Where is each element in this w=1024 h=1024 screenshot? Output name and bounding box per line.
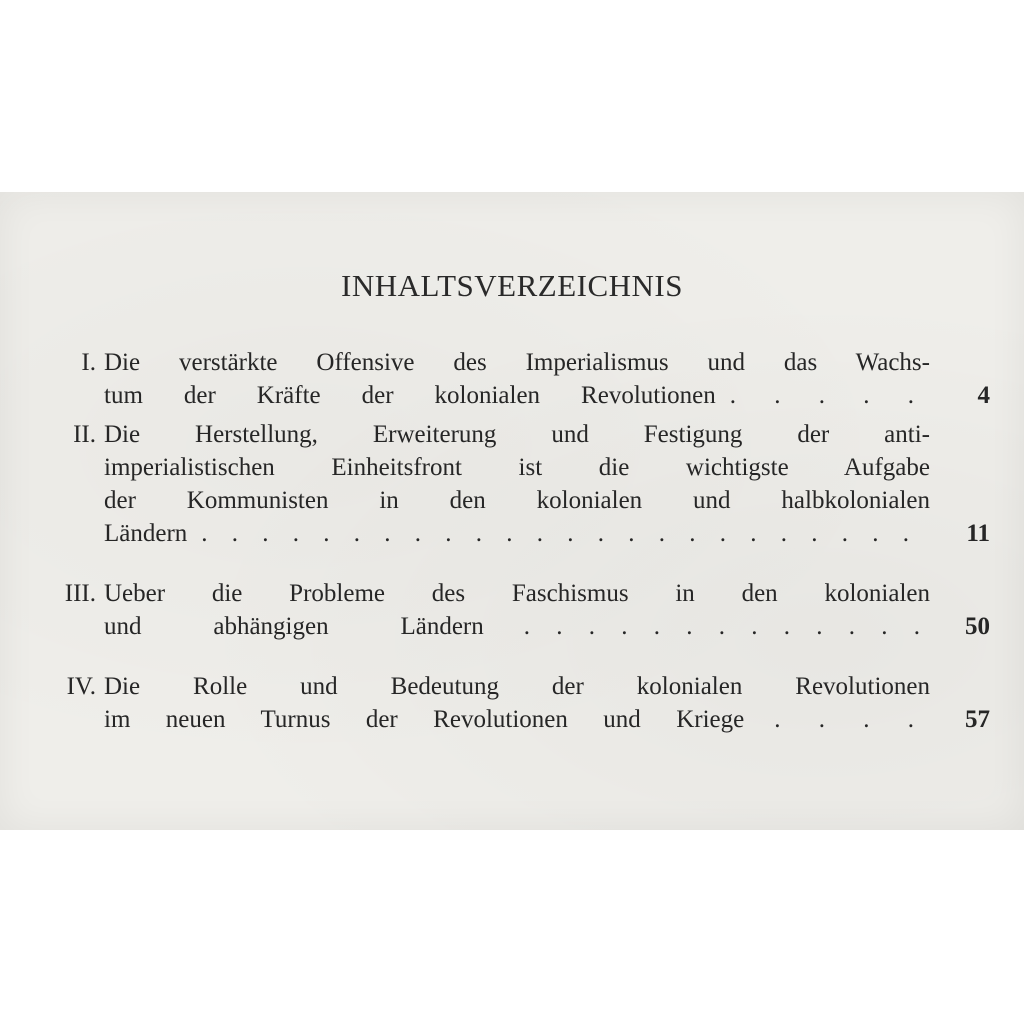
- toc-entry-line: imperialistischen Einheitsfront ist die wichtigste Aufgabe: [104, 454, 930, 481]
- toc-page-number: 11: [966, 520, 990, 547]
- dot-leader: . . . . . . . . . . . . .: [523, 613, 930, 640]
- toc-entry-number: III.: [64, 580, 96, 607]
- dot-leader: . . . . . . . . . . . . . . . . . . . . . . . .: [201, 520, 919, 547]
- toc-entry-line: Die Rolle und Bedeutung der kolonialen Revolutionen: [104, 673, 930, 700]
- toc-entry-line: [104, 610, 930, 643]
- toc-page-number: 50: [965, 613, 990, 640]
- toc-entry-number: I.: [81, 349, 96, 376]
- toc-entry-line: Ueber die Probleme des Faschismus in den kolonialen: [104, 580, 930, 607]
- toc-page-number: 57: [965, 706, 990, 733]
- toc-entry-3: [40, 577, 990, 643]
- toc-page-number: 4: [977, 382, 990, 409]
- toc-entry-title: [104, 670, 930, 736]
- toc-entry-line-text: im neuen Turnus der Revolutionen und Kriege: [104, 706, 745, 733]
- dot-leader: . . . . .: [729, 382, 930, 409]
- toc-entry-4: [40, 670, 990, 736]
- toc-entry-number: IV.: [66, 673, 96, 700]
- toc-entry-line-text: Ländern: [104, 520, 188, 547]
- dot-leader: . . . .: [774, 706, 930, 733]
- toc-entry-line: [104, 517, 930, 550]
- toc-entry-line: Die Herstellung, Erweiterung und Festigung der anti-: [104, 421, 930, 448]
- toc-entry-line: [104, 379, 930, 412]
- toc-entry-line-text: tum der Kräfte der kolonialen Revolutionen: [104, 382, 716, 409]
- toc-entry-line: der Kommunisten in den kolonialen und halbkolonialen: [104, 487, 930, 514]
- toc-entry-number: II.: [73, 421, 96, 448]
- toc-entry-line: [104, 703, 930, 736]
- toc-entry-1: [40, 346, 990, 412]
- page-title: INHALTSVERZEICHNIS: [341, 268, 683, 303]
- toc-entry-title: [104, 346, 930, 412]
- toc-entry-line-text: und abhängigen Ländern: [104, 613, 484, 640]
- toc-entry-title: [104, 418, 930, 550]
- toc-entry-line: Die verstärkte Offensive des Imperialismus und das Wachs-: [104, 349, 930, 376]
- toc-entry-2: [40, 418, 990, 550]
- toc-entry-title: [104, 577, 930, 643]
